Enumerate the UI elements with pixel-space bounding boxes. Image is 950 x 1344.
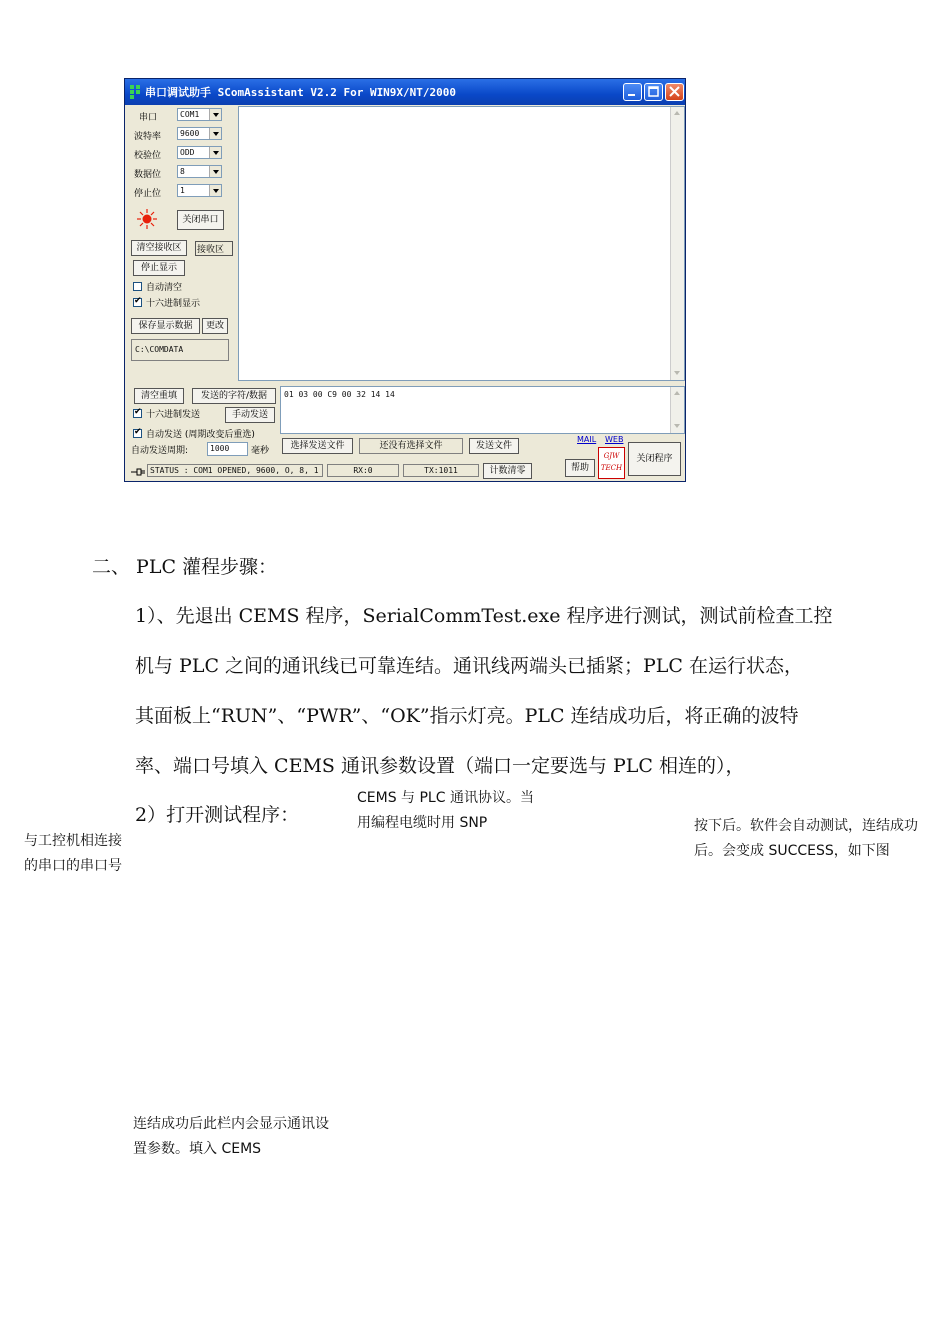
- tx-count: TX:1011: [403, 464, 479, 477]
- minimize-icon: [626, 86, 639, 98]
- save-data-button[interactable]: 保存显示数据: [131, 318, 200, 334]
- port-label: 串口: [139, 113, 158, 123]
- parity-label: 校验位: [134, 151, 162, 161]
- databits-select[interactable]: 8: [177, 165, 222, 178]
- chevron-down-icon: [209, 128, 221, 139]
- hex-send-label: 十六进制发送: [146, 410, 201, 420]
- window-title: 串口调试助手 SComAssistant V2.2 For WIN9X/NT/2000: [145, 86, 457, 99]
- auto-send-label: 自动发送 (周期改变后重选): [146, 430, 255, 440]
- count-clear-button[interactable]: 计数清零: [483, 463, 532, 479]
- hex-display-checkbox[interactable]: [133, 298, 142, 307]
- chevron-down-icon: [209, 147, 221, 158]
- help-button[interactable]: 帮助: [565, 459, 595, 477]
- step-2-heading: 2）打开测试程序：: [135, 804, 300, 826]
- stopbits-label: 停止位: [134, 189, 162, 199]
- chevron-down-icon: [209, 166, 221, 177]
- receive-scrollbar[interactable]: [670, 107, 684, 380]
- databits-label: 数据位: [134, 170, 162, 180]
- select-file-button[interactable]: 选择发送文件: [282, 438, 353, 454]
- section-heading: 二、 PLC 灌程步骤：: [92, 556, 278, 578]
- note-serial-port: 与工控机相连接的串口的串口号: [24, 833, 122, 874]
- no-file-label: 还没有选择文件: [359, 438, 463, 454]
- baud-label: 波特率: [134, 132, 162, 142]
- body-line-1: 1）、先退出 CEMS 程序，SerialCommTest.exe 程序进行测试，测试前检查工控: [135, 605, 833, 627]
- rx-count: RX:0: [327, 464, 399, 477]
- receive-panel[interactable]: [238, 106, 685, 381]
- auto-period-unit: 毫秒: [251, 446, 270, 456]
- note-success-params: 连结成功后此栏内会显示通讯设置参数。填入 CEMS: [133, 1116, 329, 1157]
- gjw-logo: GJW TECH: [598, 447, 625, 479]
- hex-display-label: 十六进制显示: [146, 299, 201, 309]
- clear-resend-button[interactable]: 清空重填: [134, 388, 184, 404]
- stopbits-select[interactable]: 1: [177, 184, 222, 197]
- status-led-icon: [137, 209, 157, 229]
- plug-icon: [131, 467, 145, 477]
- status-text: STATUS : COM1 OPENED, 9600, O, 8, 1: [147, 464, 323, 477]
- auto-send-checkbox[interactable]: [133, 429, 142, 438]
- send-file-button[interactable]: 发送文件: [469, 438, 519, 454]
- send-scrollbar[interactable]: [670, 387, 684, 433]
- body-line-4: 率、端口号填入 CEMS 通讯参数设置（端口一定要选与 PLC 相连的），: [135, 755, 745, 777]
- close-window-button[interactable]: [665, 83, 684, 101]
- clear-receive-button[interactable]: 清空接收区: [131, 240, 187, 256]
- parity-select[interactable]: ODD: [177, 146, 222, 159]
- scroll-up-icon: [673, 109, 682, 118]
- send-text-area[interactable]: 01 03 00 C9 00 32 14 14: [280, 386, 685, 434]
- save-path-field[interactable]: C:\COMDATA: [131, 339, 229, 361]
- mail-link[interactable]: MAIL: [577, 435, 597, 444]
- body-line-3: 其面板上“RUN”、“PWR”、“OK”指示灯亮。PLC 连结成功后，将正确的波特: [135, 705, 799, 727]
- receive-area-label: 接收区: [195, 241, 233, 256]
- stop-display-button[interactable]: 停止显示: [133, 260, 185, 276]
- serial-assistant-window: [124, 78, 686, 482]
- scroll-down-icon: [673, 422, 682, 431]
- chevron-down-icon: [209, 109, 221, 120]
- note-protocol: CEMS 与 PLC 通讯协议。当用编程电缆时用 SNP: [357, 790, 534, 831]
- close-port-button[interactable]: 关闭串口: [177, 210, 224, 230]
- send-chars-button[interactable]: 发送的字符/数据: [192, 388, 276, 404]
- manual-send-button[interactable]: 手动发送: [225, 407, 275, 423]
- body-line-2: 机与 PLC 之间的通讯线已可靠连结。通讯线两端头已插紧；PLC 在运行状态，: [135, 655, 803, 677]
- scroll-down-icon: [673, 369, 682, 378]
- auto-clear-checkbox[interactable]: [133, 282, 142, 291]
- web-link[interactable]: WEB: [605, 435, 624, 444]
- maximize-icon: [647, 86, 660, 98]
- baud-select[interactable]: 9600: [177, 127, 222, 140]
- scroll-up-icon: [673, 389, 682, 398]
- auto-period-input[interactable]: 1000: [207, 442, 248, 456]
- window-titlebar[interactable]: [125, 79, 685, 105]
- port-select[interactable]: COM1: [177, 108, 222, 121]
- close-icon: [668, 86, 681, 98]
- app-icon: [130, 85, 140, 99]
- close-program-button[interactable]: 关闭程序: [628, 442, 681, 476]
- minimize-button[interactable]: [623, 83, 642, 101]
- note-press-test: 按下后。软件会自动测试，连结成功后。会变成 SUCCESS，如下图: [694, 818, 918, 859]
- maximize-button[interactable]: [644, 83, 663, 101]
- auto-clear-label: 自动清空: [146, 283, 183, 293]
- auto-period-label: 自动发送周期:: [131, 446, 189, 456]
- change-path-button[interactable]: 更改: [202, 318, 228, 334]
- chevron-down-icon: [209, 185, 221, 196]
- hex-send-checkbox[interactable]: [133, 409, 142, 418]
